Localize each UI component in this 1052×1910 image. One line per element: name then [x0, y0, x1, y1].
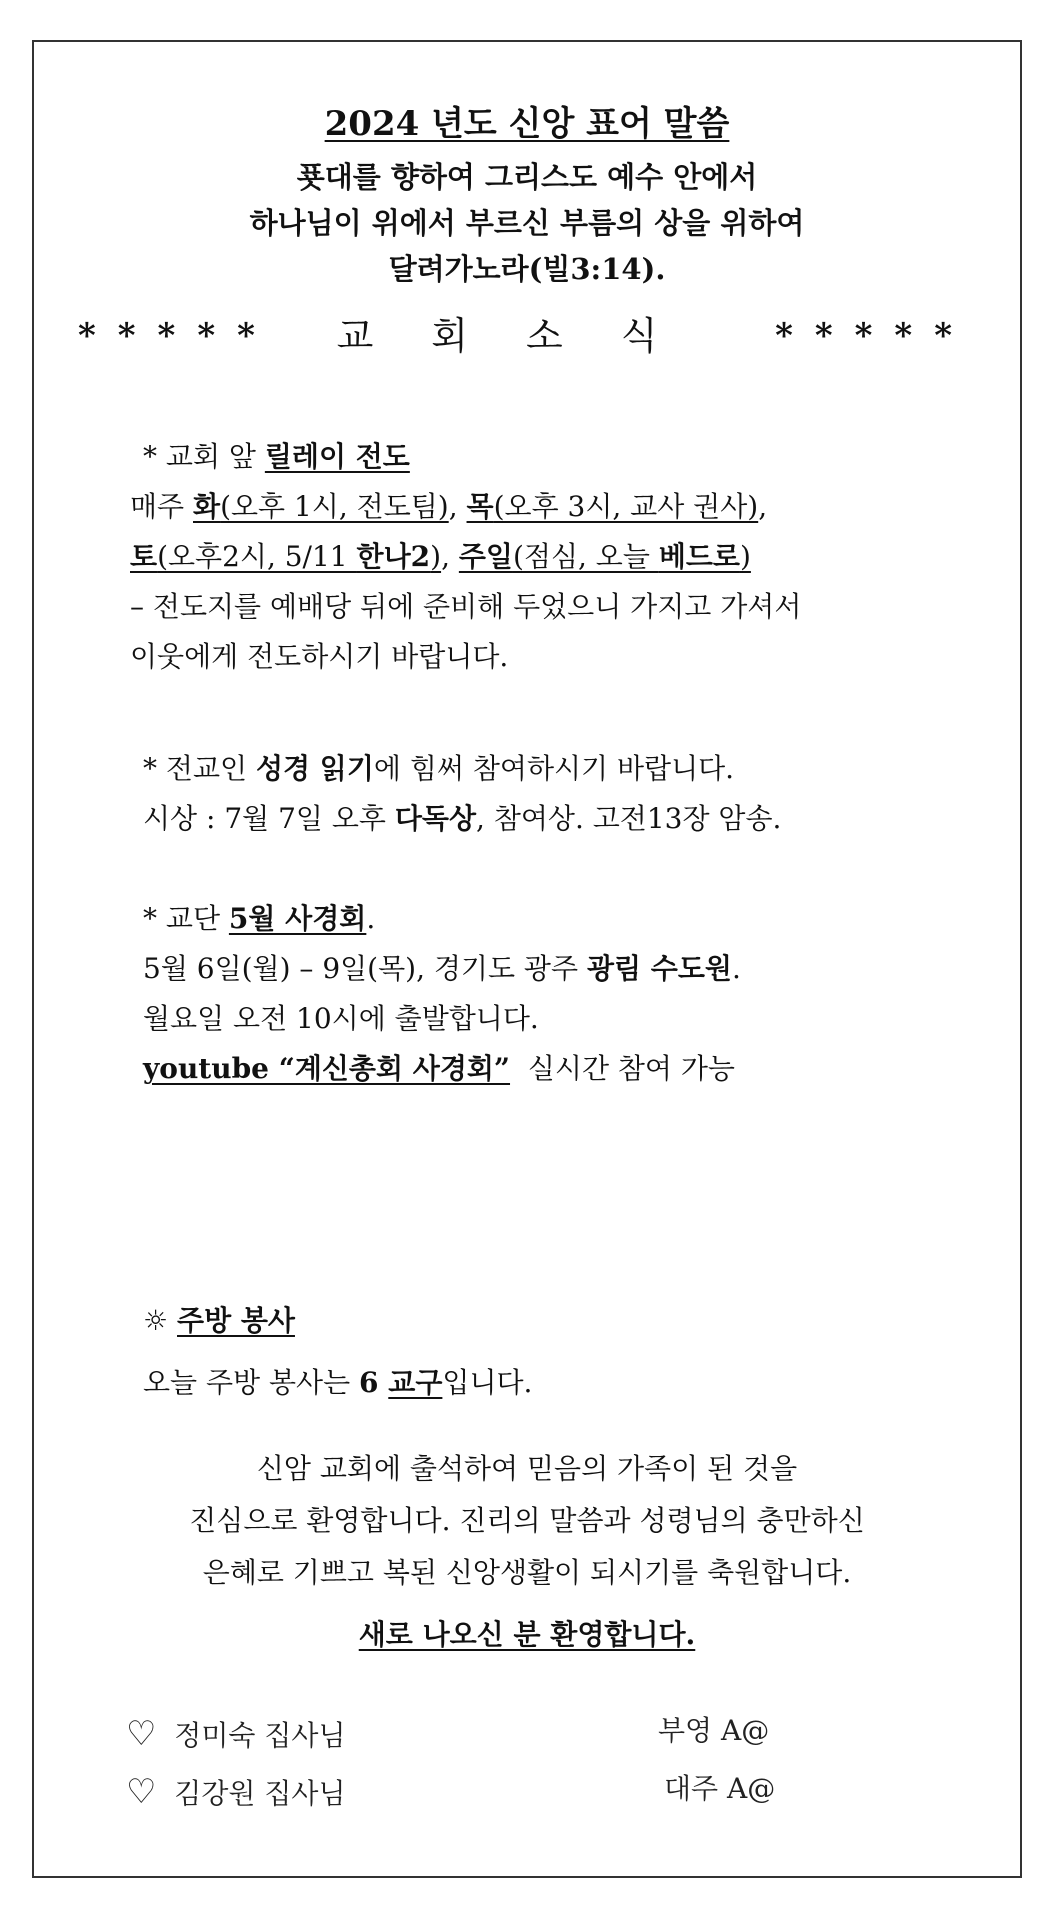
bible-prefix: * 전교인: [143, 752, 256, 785]
banner-stars-right: *****: [775, 316, 974, 357]
newcomer-place: 대주 A@: [664, 1772, 776, 1805]
kitchen-suffix: 입니다.: [442, 1366, 533, 1399]
relay-sun-detail-c: ): [739, 540, 751, 573]
newcomer-name: 정미숙 집사님: [174, 1719, 346, 1752]
motto-line-2: 하나님이 위에서 부르신 부름의 상을 위하여: [249, 206, 805, 240]
relay-note-line-2: 이웃에게 전도하시기 바랍니다.: [130, 640, 509, 673]
award-prefix: 시상 : 7월 7일 오후: [143, 802, 395, 835]
sun-icon: ☼: [143, 1304, 169, 1337]
newcomer-row: [126, 1772, 346, 1813]
motto-line-3: 달려가노라(빌3:14).: [388, 252, 666, 286]
relay-day-thu: 목: [466, 490, 494, 523]
relay-weekly-prefix: 매주: [130, 490, 193, 523]
welcome-line-1: 신암 교회에 출석하여 믿음의 가족이 된 것을: [256, 1452, 798, 1485]
motto-title: [32, 104, 1022, 145]
welcome-line-2: 진심으로 환영합니다. 진리의 말씀과 성령님의 충만하신: [189, 1504, 865, 1537]
relay-schedule-line-1: 매주 화(오후 1시, 전도팀), 목(오후 3시, 교사 권사),: [130, 490, 768, 523]
welcome-heading-text: 새로 나오신 분 환영합니다.: [358, 1618, 696, 1651]
relay-day-sat: 토: [130, 540, 158, 573]
youtube-suffix: 실시간 참여 가능: [527, 1052, 735, 1085]
bible-suffix: 에 힘써 참여하시기 바랍니다.: [373, 752, 735, 785]
retreat-prefix: * 교단: [143, 902, 229, 935]
award-bold: 다독상: [394, 802, 477, 835]
retreat-youtube-line: [143, 1052, 735, 1086]
relay-thu-detail: (오후 3시, 교사 권사): [493, 490, 759, 523]
welcome-heading: [32, 1618, 1022, 1652]
relay-day-tue: 화: [193, 490, 221, 523]
retreat-title-end: .: [366, 902, 376, 935]
retreat-date-line: [143, 952, 741, 986]
youtube-link[interactable]: youtube “계신총회 사경회”: [143, 1052, 511, 1085]
relay-sat-team: 한나2: [356, 540, 431, 573]
relay-note-line-1: – 전도지를 예배당 뒤에 준비해 두었으니 가지고 가셔서: [130, 590, 802, 623]
bible-reading-title: 성경 읽기: [255, 752, 374, 785]
retreat-depart-line: 월요일 오전 10시에 출발합니다.: [143, 1002, 539, 1035]
news-banner: [78, 314, 974, 360]
heart-icon: ♡: [126, 1772, 157, 1812]
kitchen-number: 6: [359, 1366, 389, 1399]
award-suffix: , 참여상. 고전13장 암송.: [476, 802, 782, 835]
kitchen-group: 교구: [388, 1366, 443, 1399]
kitchen-line: [143, 1366, 532, 1400]
bible-award-line: [143, 802, 781, 836]
retreat-place: 광림 수도원: [586, 952, 732, 985]
kitchen-prefix: 오늘 주방 봉사는: [143, 1366, 360, 1399]
heart-icon: ♡: [126, 1714, 157, 1754]
relay-tue-detail: (오후 1시, 전도팀): [220, 490, 449, 523]
banner-stars-left: *****: [78, 316, 277, 357]
relay-sun-detail-a: (점심, 오늘: [512, 540, 659, 573]
relay-title: 릴레이 전도: [264, 440, 410, 473]
newcomer-name: 김강원 집사님: [174, 1777, 346, 1810]
kitchen-title: 주방 봉사: [177, 1304, 295, 1337]
retreat-title: 5월 사경회: [228, 902, 367, 935]
relay-sat-detail-c: ): [430, 540, 442, 573]
retreat-date: 5월 6일(월) – 9일(목), 경기도 광주: [143, 952, 587, 985]
motto-title-text: 2024 년도 신앙 표어 말씀: [324, 104, 730, 144]
motto-line-1: 푯대를 향하여 그리스도 예수 안에서: [296, 160, 758, 194]
welcome-line-3: 은혜로 기쁘고 복된 신앙생활이 되시기를 축원합니다.: [202, 1556, 852, 1589]
retreat-place-end: .: [731, 952, 741, 985]
relay-heading: [143, 440, 410, 474]
bible-reading-line: [143, 752, 734, 786]
relay-sat-detail-a: (오후2시, 5/11: [157, 540, 357, 573]
kitchen-heading: [143, 1304, 295, 1338]
relay-bullet: * 교회 앞: [143, 440, 265, 473]
relay-sun-team: 베드로: [658, 540, 740, 573]
relay-schedule-line-2: 토(오후2시, 5/11 한나2), 주일(점심, 오늘 베드로): [130, 540, 751, 573]
newcomer-place: 부영 A@: [658, 1714, 770, 1747]
retreat-heading: [143, 902, 375, 936]
newcomer-row: [126, 1714, 346, 1755]
banner-heading: 교회소식: [336, 314, 716, 358]
relay-day-sun: 주일: [458, 540, 513, 573]
